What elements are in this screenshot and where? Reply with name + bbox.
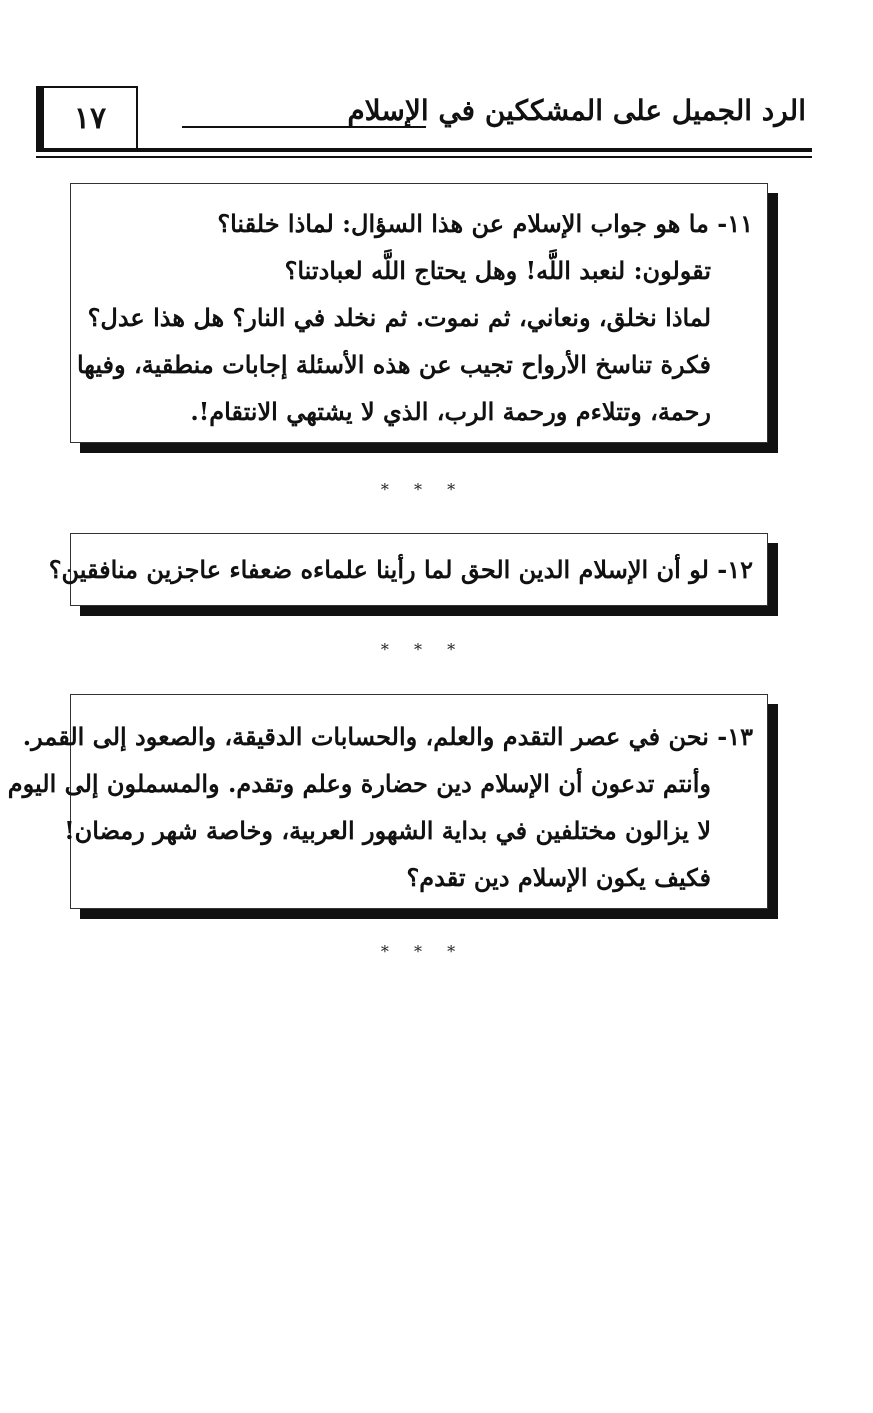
- section-separator: * * *: [380, 942, 466, 961]
- header-rule-thick: [36, 148, 812, 152]
- question-11-line-2: تقولون: لنعبد اللَّه! وهل يحتاج اللَّه لعبادتنا؟: [284, 256, 711, 285]
- question-13-line-4: فكيف يكون الإسلام دين تقدم؟: [406, 863, 711, 892]
- section-separator: * * *: [380, 640, 466, 659]
- question-box-13: [7, 694, 768, 909]
- question-13-line-1: ١٣- نحن في عصر التقدم والعلم، والحسابات الدقيقة، والصعود إلى القمر.: [22, 722, 753, 751]
- question-12-line-1: ١٢- لو أن الإسلام الدين الحق لما رأينا علماءه ضعفاء عاجزين منافقين؟: [48, 555, 753, 584]
- question-13-line-3: لا يزالون مختلفين في بداية الشهور العربية، وخاصة شهر رمضان!: [64, 816, 711, 845]
- question-box-12: [48, 533, 768, 606]
- running-title: الرد الجميل على المشككين في الإسلام: [347, 94, 806, 127]
- section-separator: * * *: [380, 480, 466, 499]
- question-11-line-5: رحمة، وتتلاءم ورحمة الرب، الذي لا يشتهي الانتقام!.: [190, 397, 711, 426]
- page-number: ١٧: [42, 86, 138, 150]
- question-11-line-4: فكرة تناسخ الأرواح تجيب عن هذه الأسئلة إجابات منطقية، وفيها: [76, 350, 711, 379]
- page-header: [36, 86, 812, 162]
- question-13-line-2: وأنتم تدعون أن الإسلام دين حضارة وعلم وتقدم. والمسملون إلى اليوم: [7, 769, 711, 798]
- question-box-11: [70, 183, 768, 443]
- question-11-line-1: ١١- ما هو جواب الإسلام عن هذا السؤال: لماذا خلقنا؟: [217, 209, 753, 238]
- header-rule-thin: [36, 156, 812, 158]
- question-11-line-3: لماذا نخلق، ونعاني، ثم نموت. ثم نخلد في النار؟ هل هذا عدل؟: [87, 303, 711, 332]
